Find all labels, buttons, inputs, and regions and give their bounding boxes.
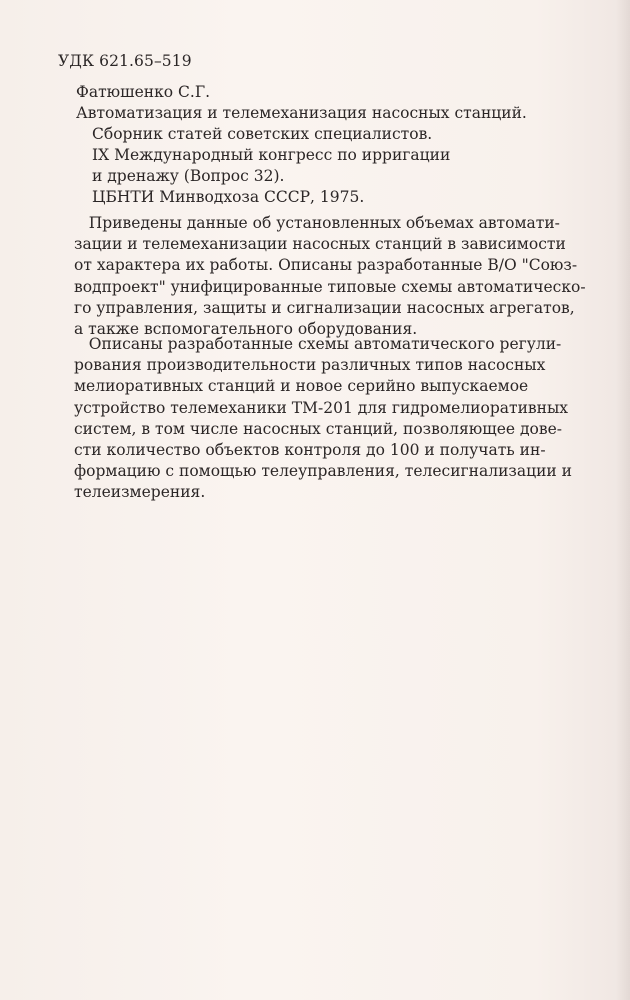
- paragraph-line: Описаны разработанные схемы автоматического регули-: [74, 335, 562, 353]
- bibliography-line: и дренажу (Вопрос 32).: [92, 167, 285, 185]
- paragraph-line: водпроект" унифицированные типовые схемы автоматическо-: [74, 277, 586, 296]
- abstract-paragraph-1: [74, 213, 584, 340]
- paragraph-line: Приведены данные об установленных объемах автомати-: [74, 214, 560, 232]
- paragraph-line: го управления, защиты и сигнализации насосных агрегатов,: [74, 298, 575, 317]
- bibliography-line: Сборник статей советских специалистов.: [92, 125, 433, 143]
- paragraph-line: мелиоративных станций и новое серийно выпускаемое: [74, 377, 529, 396]
- bibliography-line: ЦБНТИ Минводхоза СССР, 1975.: [92, 188, 365, 206]
- bibliography-line: IX Международный конгресс по ирригации: [92, 146, 451, 164]
- author-name: Фатюшенко С.Г.: [76, 83, 211, 101]
- paragraph-line: сти количество объектов контроля до 100 и получать ин-: [74, 441, 546, 460]
- paragraph-line: от характера их работы. Описаны разработанные В/О "Союз-: [74, 256, 578, 275]
- paragraph-line: зации и телемеханизации насосных станций в зависимости: [74, 235, 566, 254]
- abstract-paragraph-2: [74, 334, 584, 504]
- paragraph-line: формацию с помощью телеуправления, телесигнализации и: [74, 462, 572, 481]
- publication-title: Автоматизация и телемеханизация насосных станций.: [76, 104, 527, 122]
- udk-code: УДК 621.65–519: [58, 52, 192, 70]
- paragraph-line: систем, в том числе насосных станций, позволяющее дове-: [74, 419, 563, 438]
- paragraph-line: телеизмерения.: [74, 483, 206, 502]
- page-edge-shadow: [616, 0, 630, 1000]
- paragraph-line: а также вспомогательного оборудования.: [74, 320, 418, 339]
- paragraph-line: рования производительности различных типов насосных: [74, 356, 546, 375]
- paragraph-line: устройство телемеханики ТМ-201 для гидромелиоративных: [74, 398, 569, 417]
